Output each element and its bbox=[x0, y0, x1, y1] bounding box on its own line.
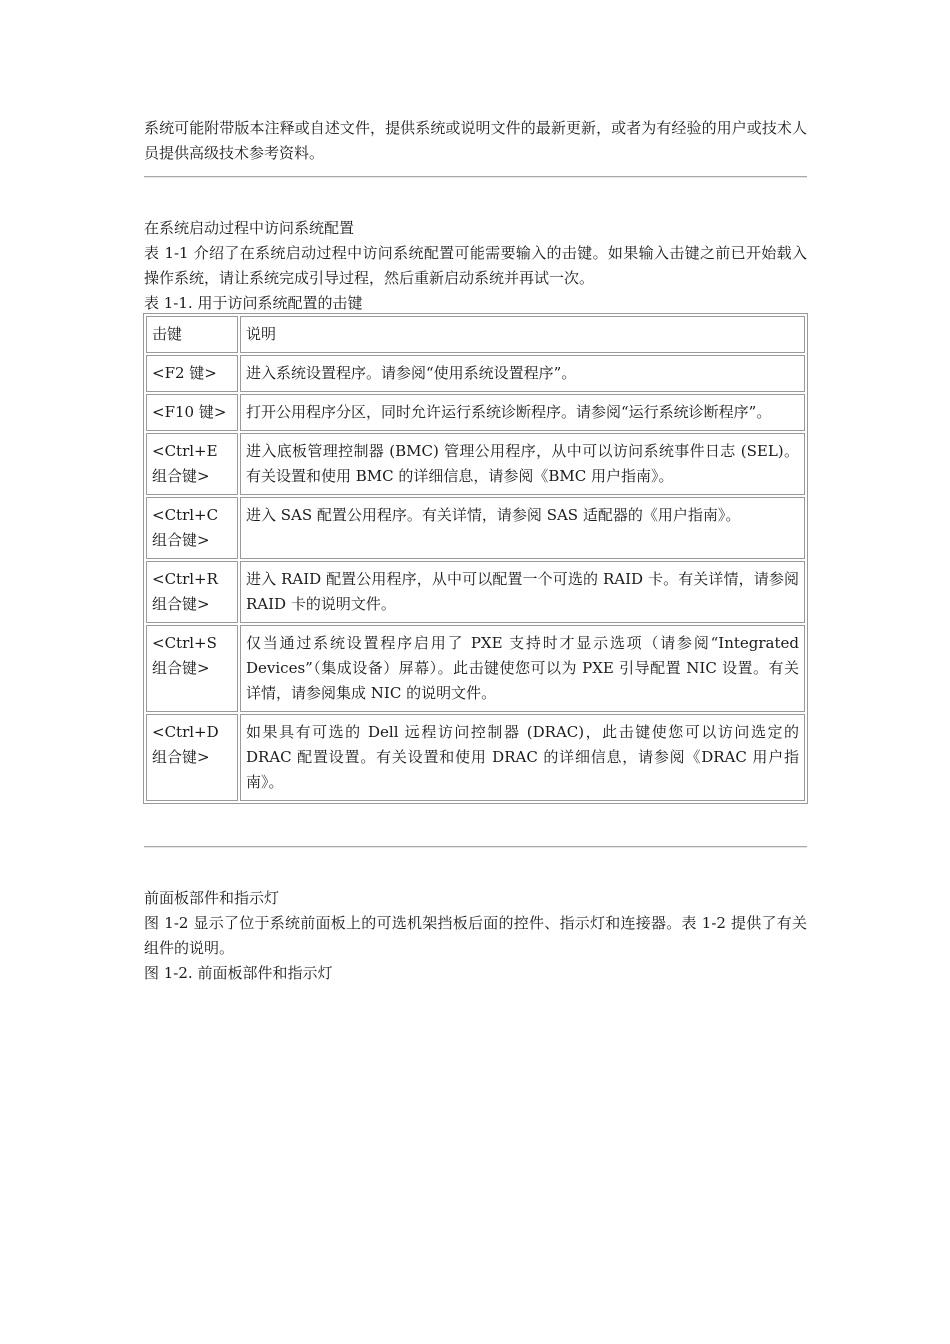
description-cell: 进入 SAS 配置公用程序。有关详情，请参阅 SAS 适配器的《用户指南》。 bbox=[240, 497, 805, 559]
keystroke-cell: <Ctrl+E 组合键> bbox=[146, 433, 238, 495]
keystroke-cell: <Ctrl+S 组合键> bbox=[146, 625, 238, 712]
table-row bbox=[146, 625, 805, 712]
access-paragraph: 表 1-1 介绍了在系统启动过程中访问系统配置可能需要输入的击键。如果输入击键之前已开始载入操作系统，请让系统完成引导过程，然后重新启动系统并再试一次。 bbox=[144, 244, 807, 287]
keystroke-cell: <F10 键> bbox=[146, 394, 238, 431]
keystroke-cell: <Ctrl+R 组合键> bbox=[146, 561, 238, 623]
description-cell: 打开公用程序分区，同时允许运行系统诊断程序。请参阅“运行系统诊断程序”。 bbox=[240, 394, 805, 431]
keystroke-cell: <F2 键> bbox=[146, 355, 238, 392]
table-header-row bbox=[146, 316, 805, 353]
description-cell: 进入底板管理控制器 (BMC) 管理公用程序，从中可以访问系统事件日志 (SEL)。有关设置和使用 BMC 的详细信息，请参阅《BMC 用户指南》。 bbox=[240, 433, 805, 495]
figure-caption: 图 1-2. 前面板部件和指示灯 bbox=[144, 964, 333, 982]
table-row bbox=[146, 355, 805, 392]
description-cell: 仅当通过系统设置程序启用了 PXE 支持时才显示选项（请参阅“Integrated Devices”（集成设备）屏幕）。此击键使您可以为 PXE 引导配置 NIC 设置。有关详情，请参阅集成 NIC 的说明文件。 bbox=[240, 625, 805, 712]
table-row bbox=[146, 714, 805, 801]
description-cell: 进入系统设置程序。请参阅“使用系统设置程序”。 bbox=[240, 355, 805, 392]
header-keystroke: 击键 bbox=[146, 316, 238, 353]
section-divider bbox=[144, 846, 807, 848]
keystroke-table bbox=[143, 313, 808, 804]
section-heading-front-panel: 前面板部件和指示灯 bbox=[144, 889, 280, 907]
section-divider bbox=[144, 176, 807, 178]
description-cell: 进入 RAID 配置公用程序，从中可以配置一个可选的 RAID 卡。有关详情，请参阅 RAID 卡的说明文件。 bbox=[240, 561, 805, 623]
table-caption: 表 1-1. 用于访问系统配置的击键 bbox=[144, 294, 363, 312]
table-row bbox=[146, 497, 805, 559]
table-row bbox=[146, 561, 805, 623]
keystroke-cell: <Ctrl+C 组合键> bbox=[146, 497, 238, 559]
table-row bbox=[146, 394, 805, 431]
description-cell: 如果具有可选的 Dell 远程访问控制器 (DRAC)，此击键使您可以访问选定的 DRAC 配置设置。有关设置和使用 DRAC 的详细信息，请参阅《DRAC 用户指南》。 bbox=[240, 714, 805, 801]
section-heading-access: 在系统启动过程中访问系统配置 bbox=[144, 219, 355, 237]
intro-paragraph: 系统可能附带版本注释或自述文件，提供系统或说明文件的最新更新，或者为有经验的用户或技术人员提供高级技术参考资料。 bbox=[144, 119, 807, 162]
header-description: 说明 bbox=[240, 316, 805, 353]
keystroke-cell: <Ctrl+D 组合键> bbox=[146, 714, 238, 801]
table-row bbox=[146, 433, 805, 495]
front-panel-paragraph: 图 1-2 显示了位于系统前面板上的可选机架挡板后面的控件、指示灯和连接器。表 1-2 提供了有关组件的说明。 bbox=[144, 914, 807, 957]
